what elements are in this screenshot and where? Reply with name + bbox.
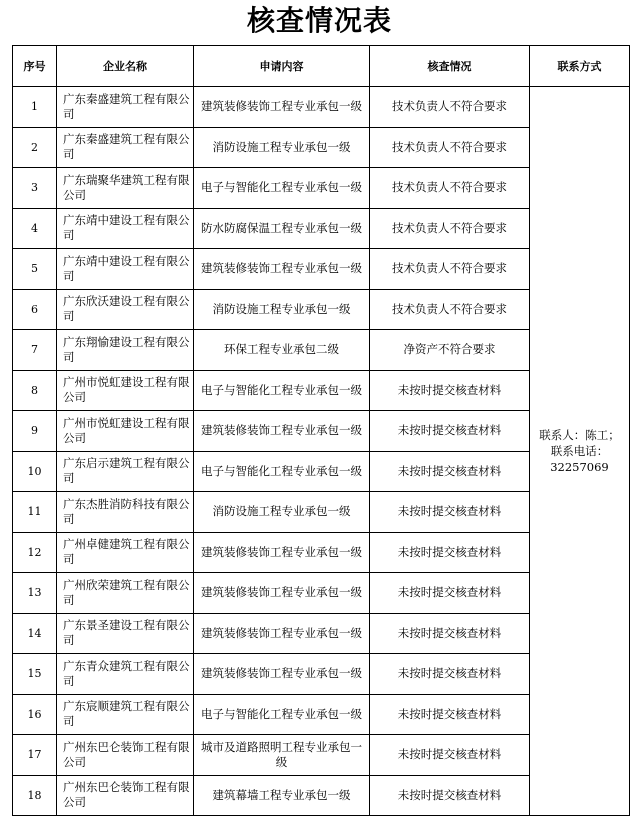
row-application: 建筑装修装饰工程专业承包一级 <box>194 613 370 654</box>
row-index: 14 <box>13 613 57 654</box>
row-company: 广州市悦虹建设工程有限公司 <box>57 411 194 452</box>
row-index: 9 <box>13 411 57 452</box>
row-index: 5 <box>13 249 57 290</box>
row-status: 技术负责人不符合要求 <box>370 289 530 330</box>
row-company: 广州市悦虹建设工程有限公司 <box>57 370 194 411</box>
row-application: 建筑装修装饰工程专业承包一级 <box>194 87 370 128</box>
row-application: 环保工程专业承包二级 <box>194 330 370 371</box>
row-status: 未按时提交核查材料 <box>370 573 530 614</box>
row-application: 消防设施工程专业承包一级 <box>194 127 370 168</box>
row-application: 建筑装修装饰工程专业承包一级 <box>194 249 370 290</box>
row-index: 6 <box>13 289 57 330</box>
row-application: 建筑装修装饰工程专业承包一级 <box>194 654 370 695</box>
inspection-table <box>12 45 630 816</box>
table-body <box>13 87 630 816</box>
contact-cell <box>530 87 630 816</box>
row-status: 未按时提交核查材料 <box>370 451 530 492</box>
row-status: 未按时提交核查材料 <box>370 694 530 735</box>
row-index: 1 <box>13 87 57 128</box>
row-status: 技术负责人不符合要求 <box>370 249 530 290</box>
row-company: 广东景圣建设工程有限公司 <box>57 613 194 654</box>
row-company: 广东翔愉建设工程有限公司 <box>57 330 194 371</box>
row-status: 技术负责人不符合要求 <box>370 127 530 168</box>
row-status: 未按时提交核查材料 <box>370 654 530 695</box>
row-index: 2 <box>13 127 57 168</box>
row-status: 未按时提交核查材料 <box>370 532 530 573</box>
row-index: 7 <box>13 330 57 371</box>
contact-phone: 32257069 <box>550 460 609 474</box>
header-contact: 联系方式 <box>530 46 630 87</box>
row-company: 广州卓健建筑工程有限公司 <box>57 532 194 573</box>
row-status: 技术负责人不符合要求 <box>370 168 530 209</box>
row-application: 建筑幕墙工程专业承包一级 <box>194 775 370 816</box>
row-company: 广东靖中建设工程有限公司 <box>57 249 194 290</box>
row-index: 13 <box>13 573 57 614</box>
row-company: 广东杰胜消防科技有限公司 <box>57 492 194 533</box>
row-company: 广东青众建筑工程有限公司 <box>57 654 194 695</box>
row-application: 建筑装修装饰工程专业承包一级 <box>194 411 370 452</box>
table-header-row <box>13 46 630 87</box>
row-company: 广东宸顺建筑工程有限公司 <box>57 694 194 735</box>
row-company: 广东秦盛建筑工程有限公司 <box>57 127 194 168</box>
row-application: 电子与智能化工程专业承包一级 <box>194 370 370 411</box>
row-status: 未按时提交核查材料 <box>370 775 530 816</box>
row-application: 消防设施工程专业承包一级 <box>194 289 370 330</box>
row-company: 广东秦盛建筑工程有限公司 <box>57 87 194 128</box>
row-company: 广东启示建筑工程有限公司 <box>57 451 194 492</box>
row-status: 未按时提交核查材料 <box>370 370 530 411</box>
row-index: 4 <box>13 208 57 249</box>
row-application: 电子与智能化工程专业承包一级 <box>194 168 370 209</box>
row-company: 广州东巴仑装饰工程有限公司 <box>57 775 194 816</box>
row-application: 电子与智能化工程专业承包一级 <box>194 694 370 735</box>
row-application: 城市及道路照明工程专业承包一级 <box>194 735 370 776</box>
row-index: 17 <box>13 735 57 776</box>
row-status: 技术负责人不符合要求 <box>370 208 530 249</box>
row-application: 防水防腐保温工程专业承包一级 <box>194 208 370 249</box>
row-status: 技术负责人不符合要求 <box>370 87 530 128</box>
table-row <box>13 87 630 128</box>
row-status: 未按时提交核查材料 <box>370 492 530 533</box>
row-status: 未按时提交核查材料 <box>370 613 530 654</box>
page-title: 核查情况表 <box>246 4 392 37</box>
row-status: 净资产不符合要求 <box>370 330 530 371</box>
row-company: 广州欣荣建筑工程有限公司 <box>57 573 194 614</box>
row-index: 3 <box>13 168 57 209</box>
row-status: 未按时提交核查材料 <box>370 735 530 776</box>
row-index: 10 <box>13 451 57 492</box>
contact-phone-label: 联系电话： <box>550 444 609 458</box>
row-index: 8 <box>13 370 57 411</box>
header-company: 企业名称 <box>57 46 194 87</box>
row-application: 电子与智能化工程专业承包一级 <box>194 451 370 492</box>
row-application: 消防设施工程专业承包一级 <box>194 492 370 533</box>
row-index: 15 <box>13 654 57 695</box>
row-index: 11 <box>13 492 57 533</box>
row-company: 广东欣沃建设工程有限公司 <box>57 289 194 330</box>
header-application: 申请内容 <box>194 46 370 87</box>
contact-person: 联系人：陈工； <box>539 428 620 442</box>
row-application: 建筑装修装饰工程专业承包一级 <box>194 532 370 573</box>
header-status: 核查情况 <box>370 46 530 87</box>
row-company: 广东瑞聚华建筑工程有限公司 <box>57 168 194 209</box>
row-company: 广州东巴仑装饰工程有限公司 <box>57 735 194 776</box>
row-application: 建筑装修装饰工程专业承包一级 <box>194 573 370 614</box>
row-company: 广东靖中建设工程有限公司 <box>57 208 194 249</box>
header-index: 序号 <box>13 46 57 87</box>
row-index: 16 <box>13 694 57 735</box>
row-index: 12 <box>13 532 57 573</box>
row-index: 18 <box>13 775 57 816</box>
row-status: 未按时提交核查材料 <box>370 411 530 452</box>
